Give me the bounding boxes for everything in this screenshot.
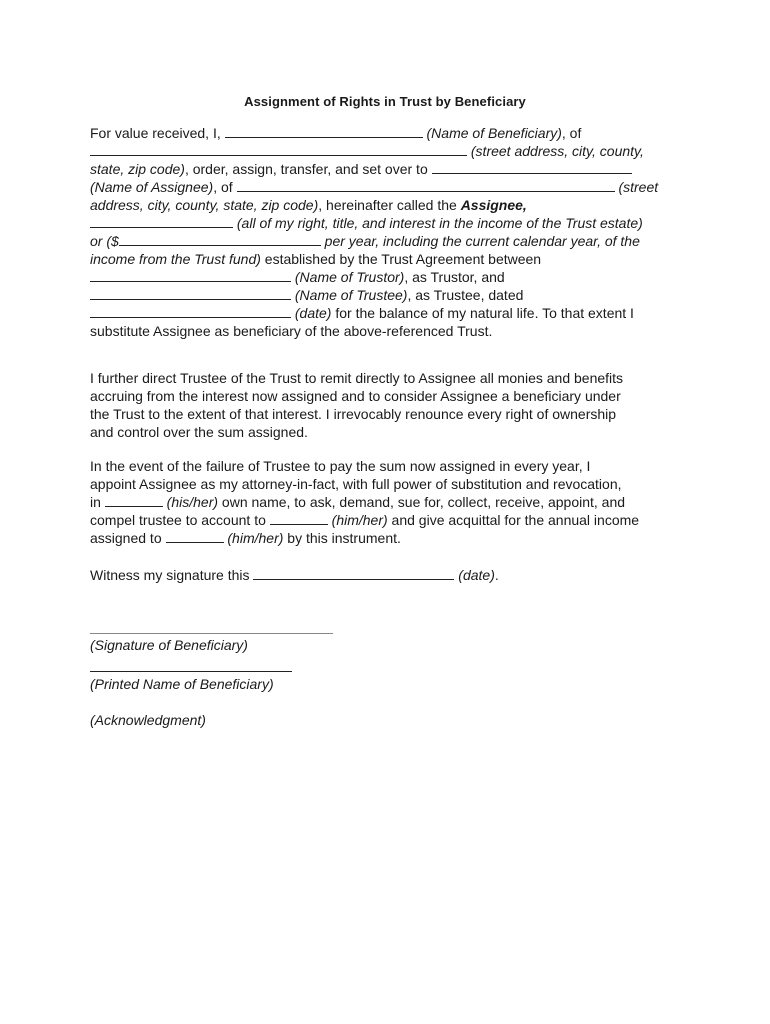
text-segment: Witness my signature this — [90, 567, 254, 583]
paragraph-attorney — [90, 457, 685, 547]
hint-text: (Name of Trustor) — [291, 269, 405, 285]
text-line: In the event of the failure of Trustee to pay the sum now assigned in every year, I — [90, 458, 591, 474]
text-segment: . — [494, 567, 499, 583]
blank-pronoun-2[interactable] — [270, 511, 328, 525]
assignee-term: Assignee, — [460, 197, 527, 213]
text-segment: , hereinafter called the — [318, 197, 461, 213]
hint-text: (street — [614, 179, 659, 195]
text-line: I further direct Trustee of the Trust to remit directly to Assignee all monies and benefits — [90, 370, 624, 386]
text-segment: and give acquittal for the annual income — [387, 512, 640, 528]
hint-text: (him/her) — [223, 530, 284, 546]
printed-name-label: (Printed Name of Beneficiary) — [90, 676, 274, 692]
blank-trustor-name[interactable] — [90, 268, 291, 282]
paragraph-assignment — [90, 124, 685, 340]
blank-beneficiary-name[interactable] — [225, 124, 423, 138]
blank-assignee-name[interactable] — [432, 160, 632, 174]
blank-trust-date[interactable] — [90, 304, 291, 318]
blank-pronoun-3[interactable] — [166, 529, 224, 543]
text-segment: , as Trustor, and — [404, 269, 505, 285]
blank-interest[interactable] — [90, 214, 233, 228]
text-segment: established by the Trust Agreement between — [260, 251, 542, 267]
text-line — [90, 178, 685, 196]
text-line — [90, 142, 685, 160]
hint-text: (Name of Trustee) — [291, 287, 408, 303]
hint-text: or ($ — [90, 233, 119, 249]
blank-amount[interactable] — [119, 232, 321, 246]
blank-assignee-address[interactable] — [237, 178, 615, 192]
blank-pronoun-1[interactable] — [105, 493, 163, 507]
hint-text: address, city, county, state, zip code) — [90, 197, 319, 213]
text-line — [90, 214, 685, 232]
acknowledgment-label: (Acknowledgment) — [90, 712, 206, 728]
text-segment: , as Trustee, dated — [407, 287, 524, 303]
text-line — [90, 268, 685, 286]
text-line: accruing from the interest now assigned and to consider Assignee a beneficiary under — [90, 388, 621, 404]
text-line: and control over the sum assigned. — [90, 424, 308, 440]
text-segment: assigned to — [90, 530, 166, 546]
text-line — [90, 250, 685, 268]
blank-trustee-name[interactable] — [90, 286, 291, 300]
blank-beneficiary-address[interactable] — [90, 142, 467, 156]
text-segment: , of — [561, 125, 582, 141]
hint-text: (date) — [454, 567, 495, 583]
hint-text: (him/her) — [327, 512, 388, 528]
text-segment: own name, to ask, demand, sue for, collect, receive, appoint, and — [218, 494, 626, 510]
text-line — [90, 232, 685, 250]
text-line — [90, 304, 685, 322]
blank-witness-date[interactable] — [253, 566, 454, 580]
text-segment: for the balance of my natural life. To that extent I — [331, 305, 634, 321]
paragraph-direction — [90, 369, 685, 441]
text-line — [90, 286, 685, 304]
text-segment: in — [90, 494, 105, 510]
signature-label: (Signature of Beneficiary) — [90, 637, 248, 653]
text-line — [90, 566, 685, 584]
document-title: Assignment of Rights in Trust by Beneficiary — [244, 94, 526, 109]
hint-text: (his/her) — [162, 494, 219, 510]
printed-name-line[interactable] — [90, 671, 292, 672]
text-segment: by this instrument. — [283, 530, 401, 546]
hint-text: (Name of Beneficiary) — [422, 125, 562, 141]
hint-text: state, zip code) — [90, 161, 185, 177]
text-line: appoint Assignee as my attorney-in-fact, with full power of substitution and revocation, — [90, 476, 622, 492]
text-segment: , of — [213, 179, 237, 195]
signature-line[interactable] — [90, 633, 333, 634]
text-line — [90, 124, 685, 142]
hint-text: (date) — [291, 305, 332, 321]
text-line — [90, 493, 685, 511]
hint-text: per year, including the current calendar year, of the — [320, 233, 640, 249]
text-line: substitute Assignee as beneficiary of the above-referenced Trust. — [90, 323, 493, 339]
text-line — [90, 511, 685, 529]
hint-text: (Name of Assignee) — [90, 179, 214, 195]
text-segment: For value received, I, — [90, 125, 225, 141]
hint-text: (street address, city, county, — [467, 143, 644, 159]
text-segment: compel trustee to account to — [90, 512, 270, 528]
text-line: the Trust to the extent of that interest. I irrevocably renounce every right of ownership — [90, 406, 617, 422]
text-line — [90, 529, 685, 547]
hint-text: (all of my right, title, and interest in the income of the Trust estate) — [233, 215, 643, 231]
text-line — [90, 196, 685, 214]
text-segment: , order, assign, transfer, and set over to — [184, 161, 432, 177]
paragraph-witness — [90, 566, 685, 584]
hint-text: income from the Trust fund) — [90, 251, 261, 267]
text-line — [90, 160, 685, 178]
